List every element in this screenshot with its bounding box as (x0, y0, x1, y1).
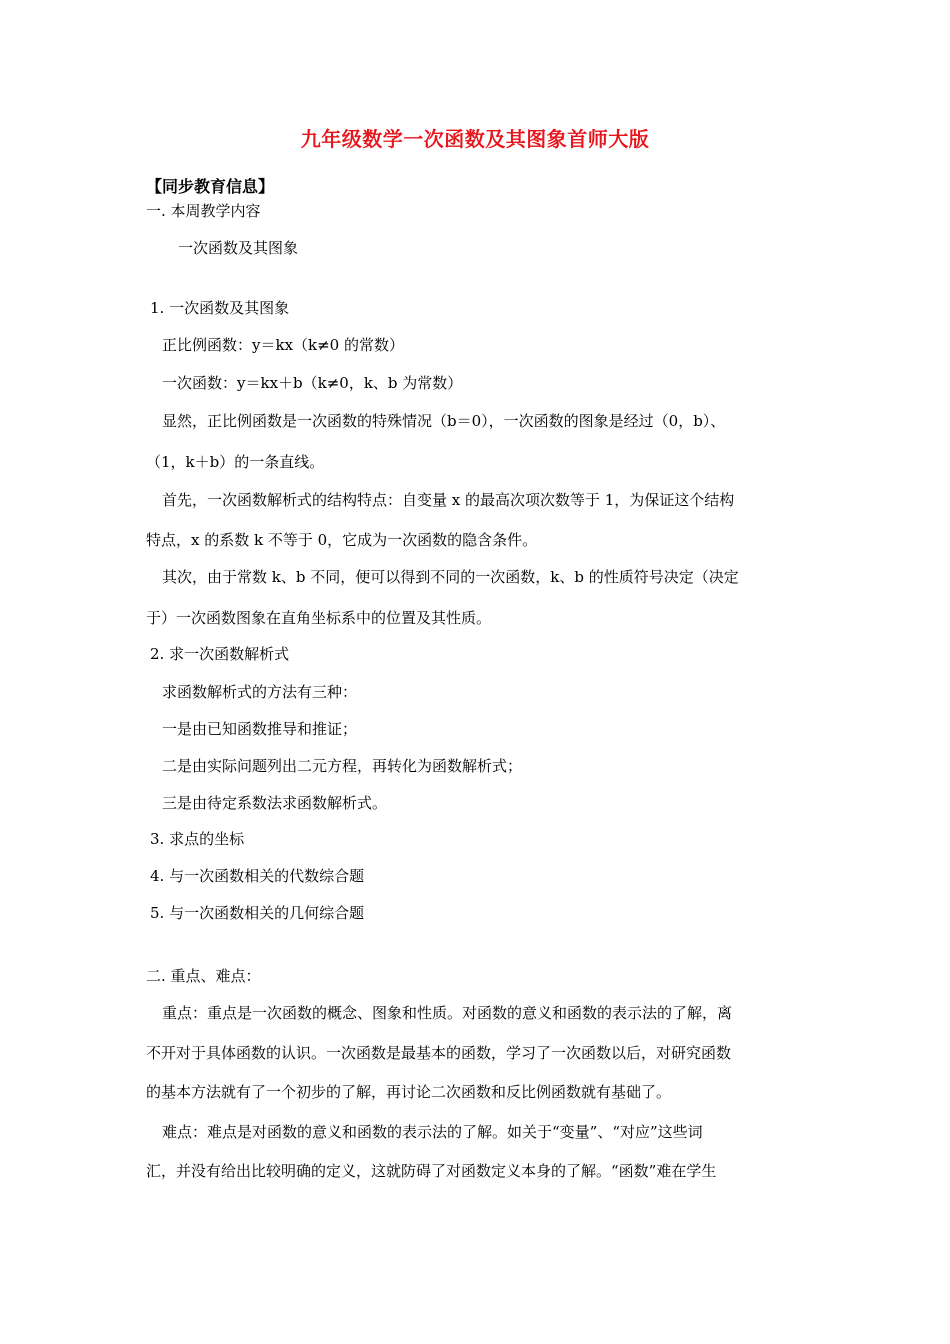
paragraph-line: 不开对于具体函数的认识。一次函数是最基本的函数，学习了一次函数以后，对研究函数 (146, 1044, 732, 1062)
item-3-heading: 3. 求点的坐标 (150, 830, 245, 848)
item-1-heading: 1. 一次函数及其图象 (150, 299, 290, 317)
list-item: 一是由已知函数推导和推证； (162, 720, 358, 738)
paragraph-line: 难点：难点是对函数的意义和函数的表示法的了解。如关于“变量”、“对应”这些词 (162, 1123, 703, 1141)
item-5-heading: 5. 与一次函数相关的几何综合题 (150, 904, 365, 922)
direct-proportion-definition: 正比例函数：y＝kx（k≠0 的常数） (162, 336, 404, 354)
section-two-heading: 二. 重点、难点： (146, 967, 261, 985)
page-title: 九年级数学一次函数及其图象首师大版 (300, 127, 650, 151)
list-item: 二是由实际问题列出二元方程，再转化为函数解析式； (162, 757, 523, 775)
paragraph-line: 其次，由于常数 k、b 不同，便可以得到不同的一次函数，k、b 的性质符号决定（决定 (162, 568, 739, 586)
paragraph-line: 显然，正比例函数是一次函数的特殊情况（b＝0），一次函数的图象是经过（0，b）、 (162, 412, 726, 430)
section-heading: 【同步教育信息】 (146, 177, 275, 196)
list-item: 求函数解析式的方法有三种： (162, 683, 358, 701)
list-item: 三是由待定系数法求函数解析式。 (162, 794, 388, 812)
paragraph-line: 首先，一次函数解析式的结构特点：自变量 x 的最高次项次数等于 1，为保证这个结构 (162, 491, 735, 509)
paragraph-line: 重点：重点是一次函数的概念、图象和性质。对函数的意义和函数的表示法的了解，离 (162, 1004, 733, 1022)
section-one-heading: 一. 本周教学内容 (146, 202, 261, 220)
paragraph-line: 汇，并没有给出比较明确的定义，这就防碍了对函数定义本身的了解。“函数”难在学生 (146, 1162, 717, 1180)
item-2-heading: 2. 求一次函数解析式 (150, 645, 290, 663)
paragraph-line: 的基本方法就有了一个初步的了解，再讨论二次函数和反比例函数就有基础了。 (146, 1083, 672, 1101)
paragraph-line: 特点，x 的系数 k 不等于 0，它成为一次函数的隐含条件。 (146, 531, 538, 549)
linear-function-definition: 一次函数：y＝kx＋b（k≠0，k、b 为常数） (162, 374, 463, 392)
paragraph-line: （1，k＋b）的一条直线。 (146, 453, 325, 471)
paragraph-line: 于）一次函数图象在直角坐标系中的位置及其性质。 (146, 609, 492, 627)
content-topic: 一次函数及其图象 (178, 239, 299, 257)
item-4-heading: 4. 与一次函数相关的代数综合题 (150, 867, 365, 885)
